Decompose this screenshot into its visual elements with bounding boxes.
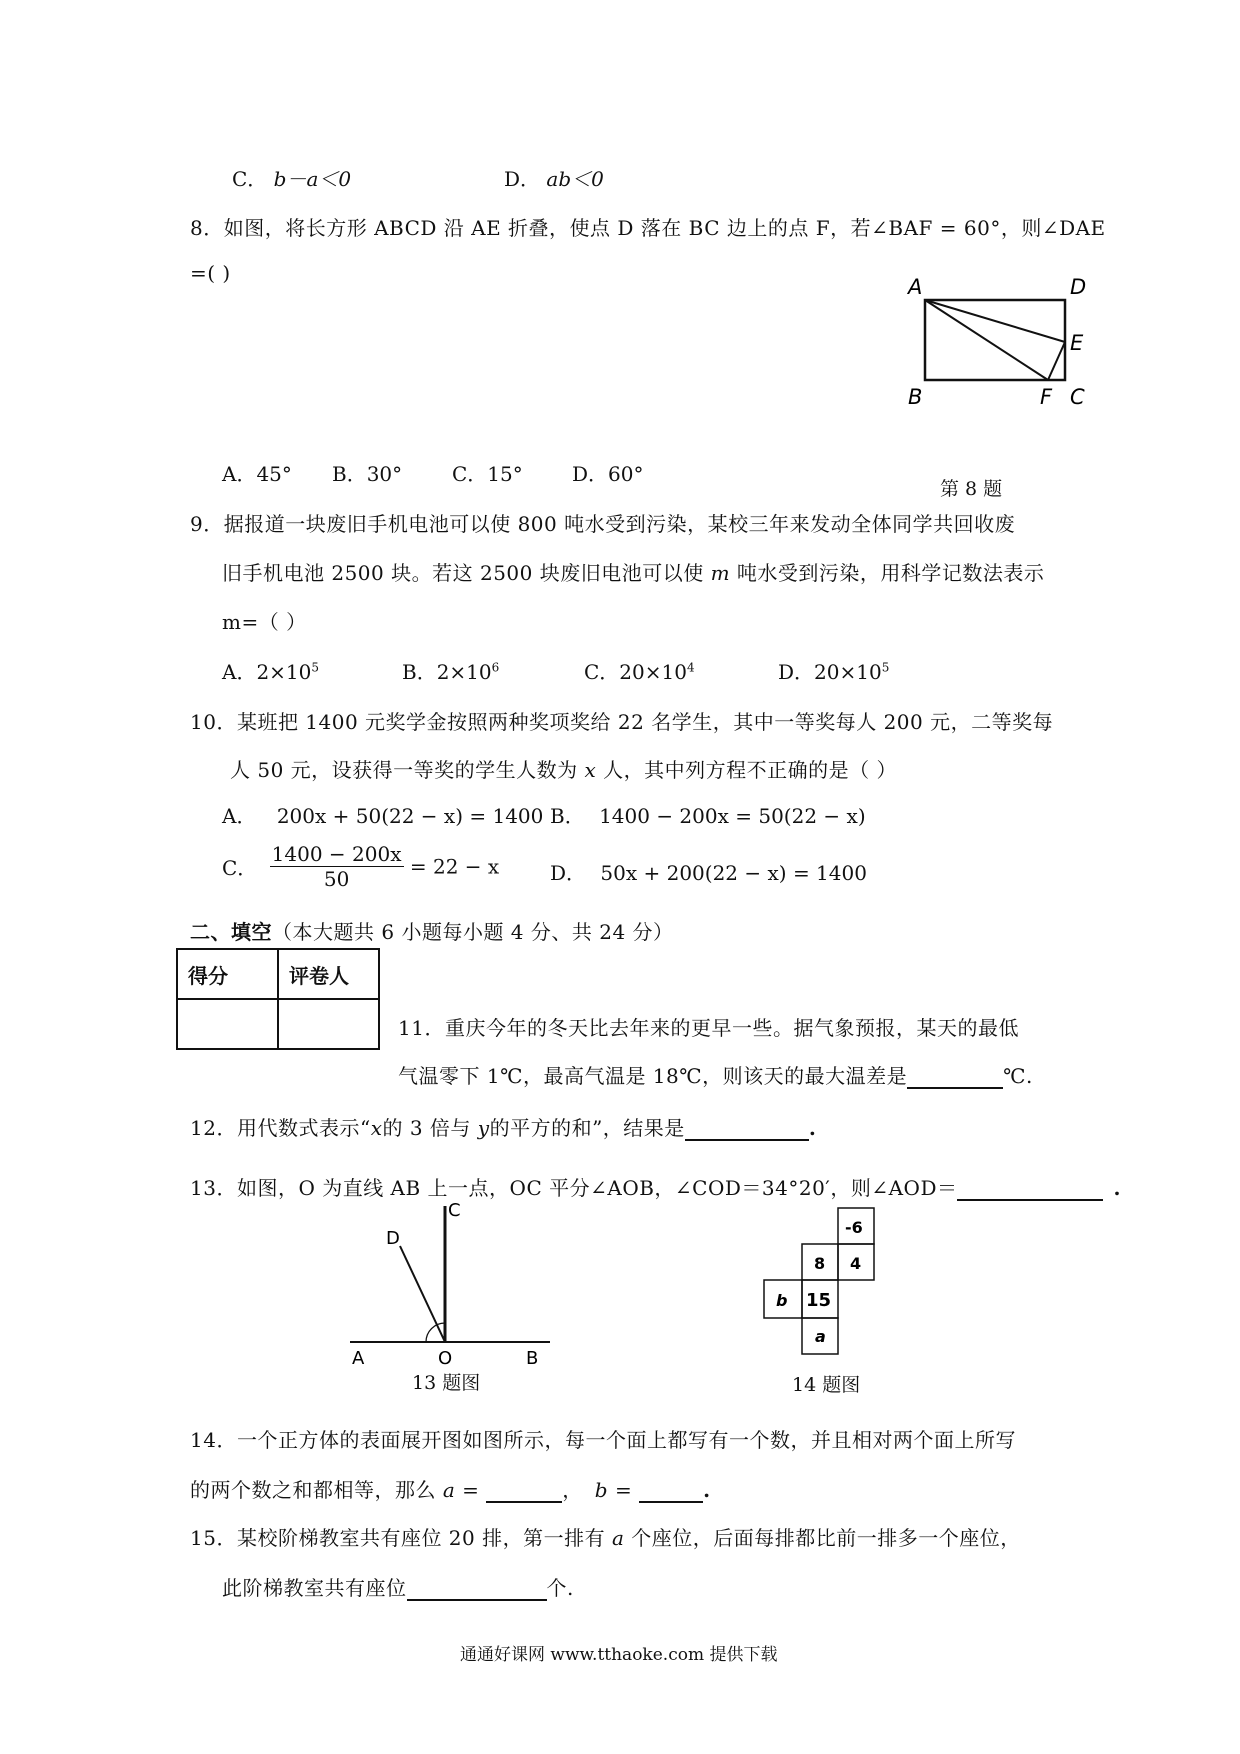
option-expression: ab＜0 bbox=[546, 167, 604, 191]
q9-option-a: A．$2\times 10^5$ bbox=[222, 660, 320, 684]
q12-text: 12．用代数式表示“x的 3 倍与 y的平方的和”，结果是 . bbox=[190, 1116, 817, 1140]
q15-text-line1: 15．某校阶梯教室共有座位 20 排，第一排有 a 个座位，后面每排都比前一排多一个座位， bbox=[190, 1526, 1021, 1550]
answer-blank-a[interactable] bbox=[486, 1479, 562, 1503]
q8-option-b: B．30° bbox=[332, 462, 403, 486]
q14-cube-net bbox=[760, 1206, 880, 1366]
cell-top-value: -6 bbox=[845, 1218, 863, 1237]
footer-text: 通通好课网 www.tthaoke.com 提供下载 bbox=[460, 1645, 778, 1665]
label-b: B bbox=[908, 385, 923, 409]
answer-blank-b[interactable] bbox=[639, 1479, 703, 1503]
q13-caption: 13 题图 bbox=[412, 1372, 481, 1394]
q14-caption: 14 题图 bbox=[792, 1374, 861, 1396]
answer-blank[interactable] bbox=[957, 1177, 1103, 1201]
answer-blank[interactable] bbox=[907, 1065, 1003, 1089]
label-a: A bbox=[908, 275, 923, 299]
q8-option-c: C．15° bbox=[452, 462, 523, 486]
q8-option-a: A．45° bbox=[222, 462, 292, 486]
option-expression: b－a＜0 bbox=[273, 167, 352, 191]
score-table bbox=[176, 948, 380, 1050]
option-label: D． bbox=[504, 167, 541, 191]
label-d: D bbox=[386, 1228, 400, 1249]
q10-text-line2: 人 50 元，设获得一等奖的学生人数为 x 人，其中列方程不正确的是（ ） bbox=[230, 758, 898, 782]
angle-arc bbox=[426, 1323, 445, 1342]
label-f: F bbox=[1040, 385, 1053, 409]
q9-text-line3: m=（ ） bbox=[222, 610, 307, 634]
q8-figure bbox=[900, 270, 1100, 420]
q11-text-line2: 气温零下 1℃，最高气温是 18℃，则该天的最大温差是 ℃. bbox=[398, 1064, 1033, 1088]
label-b: B bbox=[526, 1348, 539, 1366]
variable-x: x bbox=[584, 758, 597, 782]
q9-option-d: D．$20\times 10^5$ bbox=[778, 660, 890, 684]
cell-row2-left-value: 8 bbox=[814, 1254, 826, 1273]
variable-m: m bbox=[710, 561, 731, 585]
option-expression: 200x + 50(22 − x) = 1400 bbox=[276, 804, 544, 828]
rectangle-abcd bbox=[925, 300, 1065, 380]
q10-option-a: A． 200x + 50(22 − x) = 1400 bbox=[222, 804, 544, 828]
option-expression: 50x + 200(22 − x) = 1400 bbox=[600, 861, 867, 885]
cell-row2-right-value: 4 bbox=[850, 1254, 862, 1273]
line-af bbox=[925, 300, 1048, 380]
cell-row3-left-value: b bbox=[776, 1291, 788, 1310]
option-label: C． bbox=[232, 167, 268, 191]
line-fe bbox=[1048, 342, 1065, 380]
q8-text-line2: =( ) bbox=[190, 261, 231, 285]
fold-line-ae bbox=[925, 300, 1065, 342]
q15-text-line2: 此阶梯教室共有座位 个. bbox=[222, 1576, 574, 1600]
cell-row3-mid-value: 15 bbox=[806, 1290, 832, 1311]
q7-option-c bbox=[232, 163, 351, 192]
section-note: （本大题共 6 小题每小题 4 分、共 24 分） bbox=[272, 920, 674, 944]
label-o: O bbox=[438, 1348, 453, 1366]
q13-text: 13．如图，O 为直线 AB 上一点，OC 平分∠AOB，∠COD＝34°20′，则∠AOD＝ . bbox=[190, 1176, 1121, 1200]
q8-option-d: D．60° bbox=[572, 462, 644, 486]
cell-bottom-value: a bbox=[815, 1327, 826, 1346]
q8-caption: 第 8 题 bbox=[940, 478, 1003, 500]
q11-text-line1: 11．重庆今年的冬天比去年来的更早一些。据气象预报，某天的最低 bbox=[398, 1016, 1019, 1040]
grader-header: 评卷人 bbox=[278, 949, 379, 999]
q9-text-line2: 旧手机电池 2500 块。若这 2500 块废旧电池可以使 m 吨水受到污染，用科学记数法表示 bbox=[222, 561, 1045, 585]
label-d: D bbox=[1070, 275, 1087, 299]
grader-cell bbox=[278, 999, 379, 1049]
option-expression: 1400 − 200x = 50(22 − x) bbox=[599, 804, 866, 828]
q7-option-d bbox=[504, 163, 604, 192]
label-a: A bbox=[352, 1348, 365, 1366]
answer-blank[interactable] bbox=[685, 1117, 809, 1141]
q14-text-line1: 14．一个正方体的表面展开图如图所示，每一个面上都写有一个数，并且相对两个面上所写 bbox=[190, 1428, 1016, 1452]
label-e: E bbox=[1070, 331, 1084, 355]
q9-text-line1: 9．据报道一块废旧手机电池可以使 800 吨水受到污染，某校三年来发动全体同学共回收废 bbox=[190, 512, 1016, 536]
q9-option-b: B．$2\times 10^6$ bbox=[402, 660, 500, 684]
label-c: C bbox=[448, 1200, 461, 1221]
q8-text-line1: 8．如图，将长方形 ABCD 沿 AE 折叠，使点 D 落在 BC 边上的点 F，若∠BAF = 60°，则∠DAE bbox=[190, 216, 1106, 240]
score-header: 得分 bbox=[177, 949, 278, 999]
q10-option-d: D． 50x + 200(22 − x) = 1400 bbox=[550, 861, 867, 885]
q10-option-c: C． $\frac{1400 - 200x}{50}$ = 22 − x bbox=[222, 842, 500, 891]
q10-option-b: B． 1400 − 200x = 50(22 − x) bbox=[550, 804, 866, 828]
label-c: C bbox=[1070, 385, 1085, 409]
q10-text-line1: 10．某班把 1400 元奖学金按照两种奖项奖给 22 名学生，其中一等奖每人 200 元，二等奖每 bbox=[190, 710, 1054, 734]
q14-text-line2: 的两个数之和都相等，那么 a = ， b = . bbox=[190, 1478, 711, 1502]
q9-option-c: C．$20\times 10^4$ bbox=[584, 660, 695, 684]
answer-blank[interactable] bbox=[407, 1577, 547, 1601]
ray-od bbox=[400, 1246, 445, 1342]
fraction: $\frac{1400 - 200x}{50}$ bbox=[271, 842, 402, 891]
score-cell bbox=[177, 999, 278, 1049]
q13-figure bbox=[330, 1196, 570, 1366]
section2-header bbox=[190, 916, 674, 945]
section-title: 二、填空 bbox=[190, 920, 272, 944]
